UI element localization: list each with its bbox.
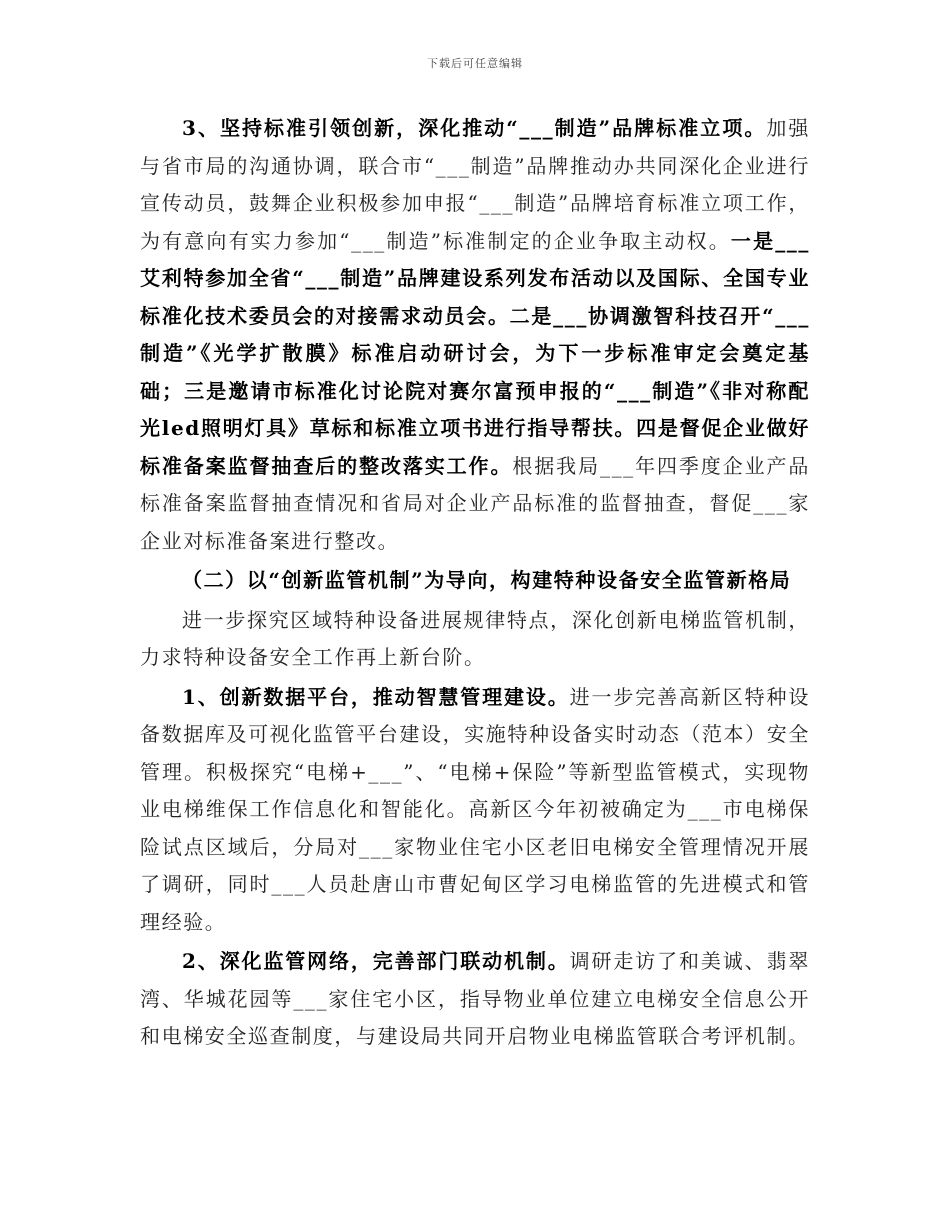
paragraph-supervision-network (140, 943, 810, 1056)
section-title-3: 3、坚持标准引领创新，深化推动“___制造”品牌标准立项。 (182, 116, 767, 140)
paragraph-data-platform (140, 679, 810, 942)
paragraph-text: 调研走访了和美诚、翡翠湾、华城花园等___家住宅小区，指导物业单位建立电梯安全信息公开和电梯安全巡查制度，与建设局共同开启物业电梯监管联合考评机制。 (140, 949, 810, 1048)
document-body (140, 110, 810, 1056)
page-header: 下载后可任意编辑 (427, 57, 523, 70)
paragraph-standards (140, 110, 810, 560)
paragraph-intro: 进一步探究区域特种设备进展规律特点，深化创新电梯监管机制，力求特种设备安全工作再上新台阶。 (140, 607, 810, 669)
paragraph-text: 根据我局___年四季度企业产品标准备案监督抽查情况和省局对企业产品标准的监督抽查，督促___家企业对标准备案进行整改。 (140, 453, 810, 553)
paragraph-text: 加强与省市局的沟通协调，联合市“___制造”品牌推动办共同深化企业进行宣传动员，鼓舞企业积极参加申报“___制造”品牌培育标准立项工作，为有意向有实力参加“___制造”标准制定的企业争取主动权。 (140, 116, 810, 253)
section-title-2: 2、深化监管网络，完善部门联动机制。 (182, 949, 570, 973)
section-title-1: 1、创新数据平台，推动智慧管理建设。 (182, 684, 570, 709)
action-list: 一是___艾利特参加全省“___制造”品牌建设系列发布活动以及国际、全国专业标准化技术委员会的对接需求动员会。二是___协调激智科技召开“___制造”《光学扩散膜》标准启动研讨会，为下一步标准审定会奠定基础；三是邀请市标准化讨论院对赛尔富预申报的“___制造”《非对称配光led照明灯具》草标和标准立项书进行指导帮扶。四是督促企业做好标准备案监督抽查后的整改落实工作。 (140, 228, 811, 478)
section-heading-2: （二）以“创新监管机制”为导向，构建特种设备安全监管新格局 (182, 568, 792, 592)
paragraph-text: 进一步完善高新区特种设备数据库及可视化监管平台建设，实施特种设备实时动态（范本）安全管理。积极探究“电梯+___”、“电梯+保险”等新型监管模式，实现物业电梯维保工作信息化和智能化。高新区今年初被确定为___市电梯保险试点区域后，分局对___家物业住宅小区老旧电梯安全管理情况开展了调研，同时___人员赴唐山市曹妃甸区学习电梯监管的先进模式和管理经验。 (140, 684, 810, 934)
